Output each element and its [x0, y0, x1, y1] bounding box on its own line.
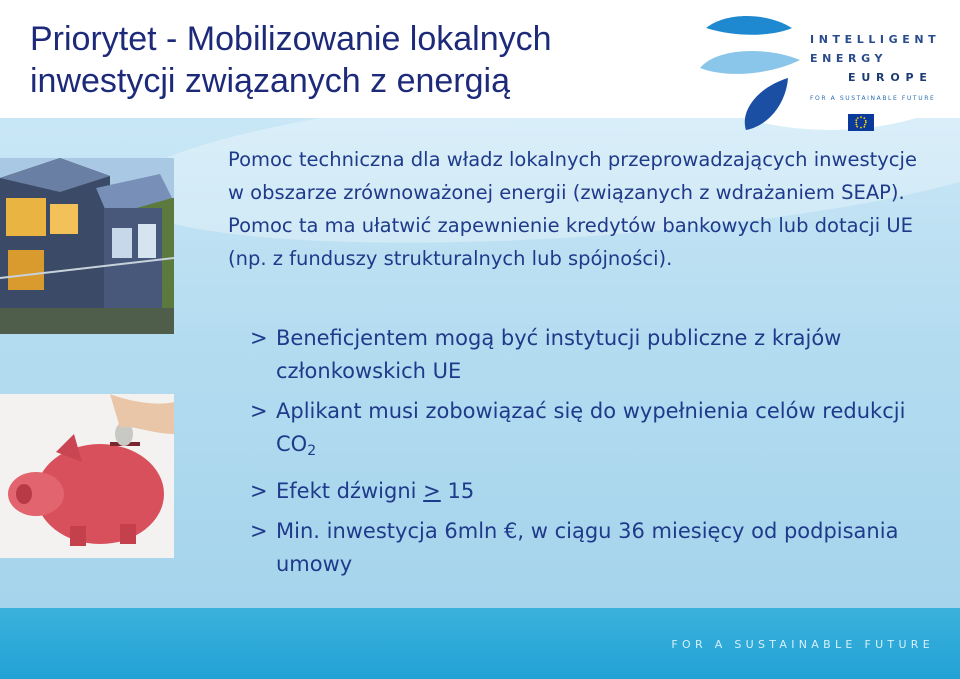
bullet-list — [250, 322, 950, 588]
list-item — [250, 395, 950, 468]
bullet-arrow: > — [250, 399, 268, 423]
piggy-bank-coin-photo — [0, 394, 174, 558]
eu-flag-icon — [848, 114, 874, 131]
co2-subscript: 2 — [307, 443, 317, 459]
bullet-text: Aplikant musi zobowiązać się do wypełnienia celów redukcji CO — [276, 399, 906, 456]
bullet-text-after: 15 — [440, 479, 475, 503]
logo-line-energy: ENERGY — [810, 52, 888, 65]
logo-wordmark — [810, 30, 940, 87]
bullet-arrow: > — [250, 326, 268, 350]
bullet-arrow: > — [250, 519, 268, 543]
logo-tagline: FOR A SUSTAINABLE FUTURE — [810, 95, 936, 102]
logo-line-europe: EUROPE — [848, 71, 933, 84]
list-item — [250, 322, 950, 388]
intro-paragraph: Pomoc techniczna dla władz lokalnych przeprowadzających inwestycje w obszarze zrównoważonej energii (związanych z wdrażaniem SEAP). Pomoc ta ma ułatwić zapewnienie kredytów bankowych lub dotacji UE (np. z funduszy strukturalnych lub spójności). — [228, 148, 917, 270]
logo-line-intelligent: INTELLIGENT — [810, 33, 941, 46]
bullet-text: Min. inwestycja 6mln €, w ciągu 36 miesięcy od podpisania umowy — [276, 519, 899, 576]
bullet-text-before: Efekt dźwigni — [276, 479, 424, 503]
intelligent-energy-europe-mark-icon — [696, 8, 806, 136]
list-item — [250, 475, 950, 508]
bullet-text: Beneficjentem mogą być instytucji publiczne z krajów członkowskich UE — [276, 326, 842, 383]
slide-title: Priorytet - Mobilizowanie lokalnych inwestycji związanych z energią — [30, 20, 552, 100]
footer-tagline: FOR A SUSTAINABLE FUTURE — [671, 638, 934, 651]
footer-bar — [0, 608, 960, 679]
underlined-symbol: > — [423, 479, 441, 503]
bullet-arrow: > — [250, 479, 268, 503]
modern-house-solar-photo — [0, 158, 174, 334]
list-item — [250, 515, 950, 581]
